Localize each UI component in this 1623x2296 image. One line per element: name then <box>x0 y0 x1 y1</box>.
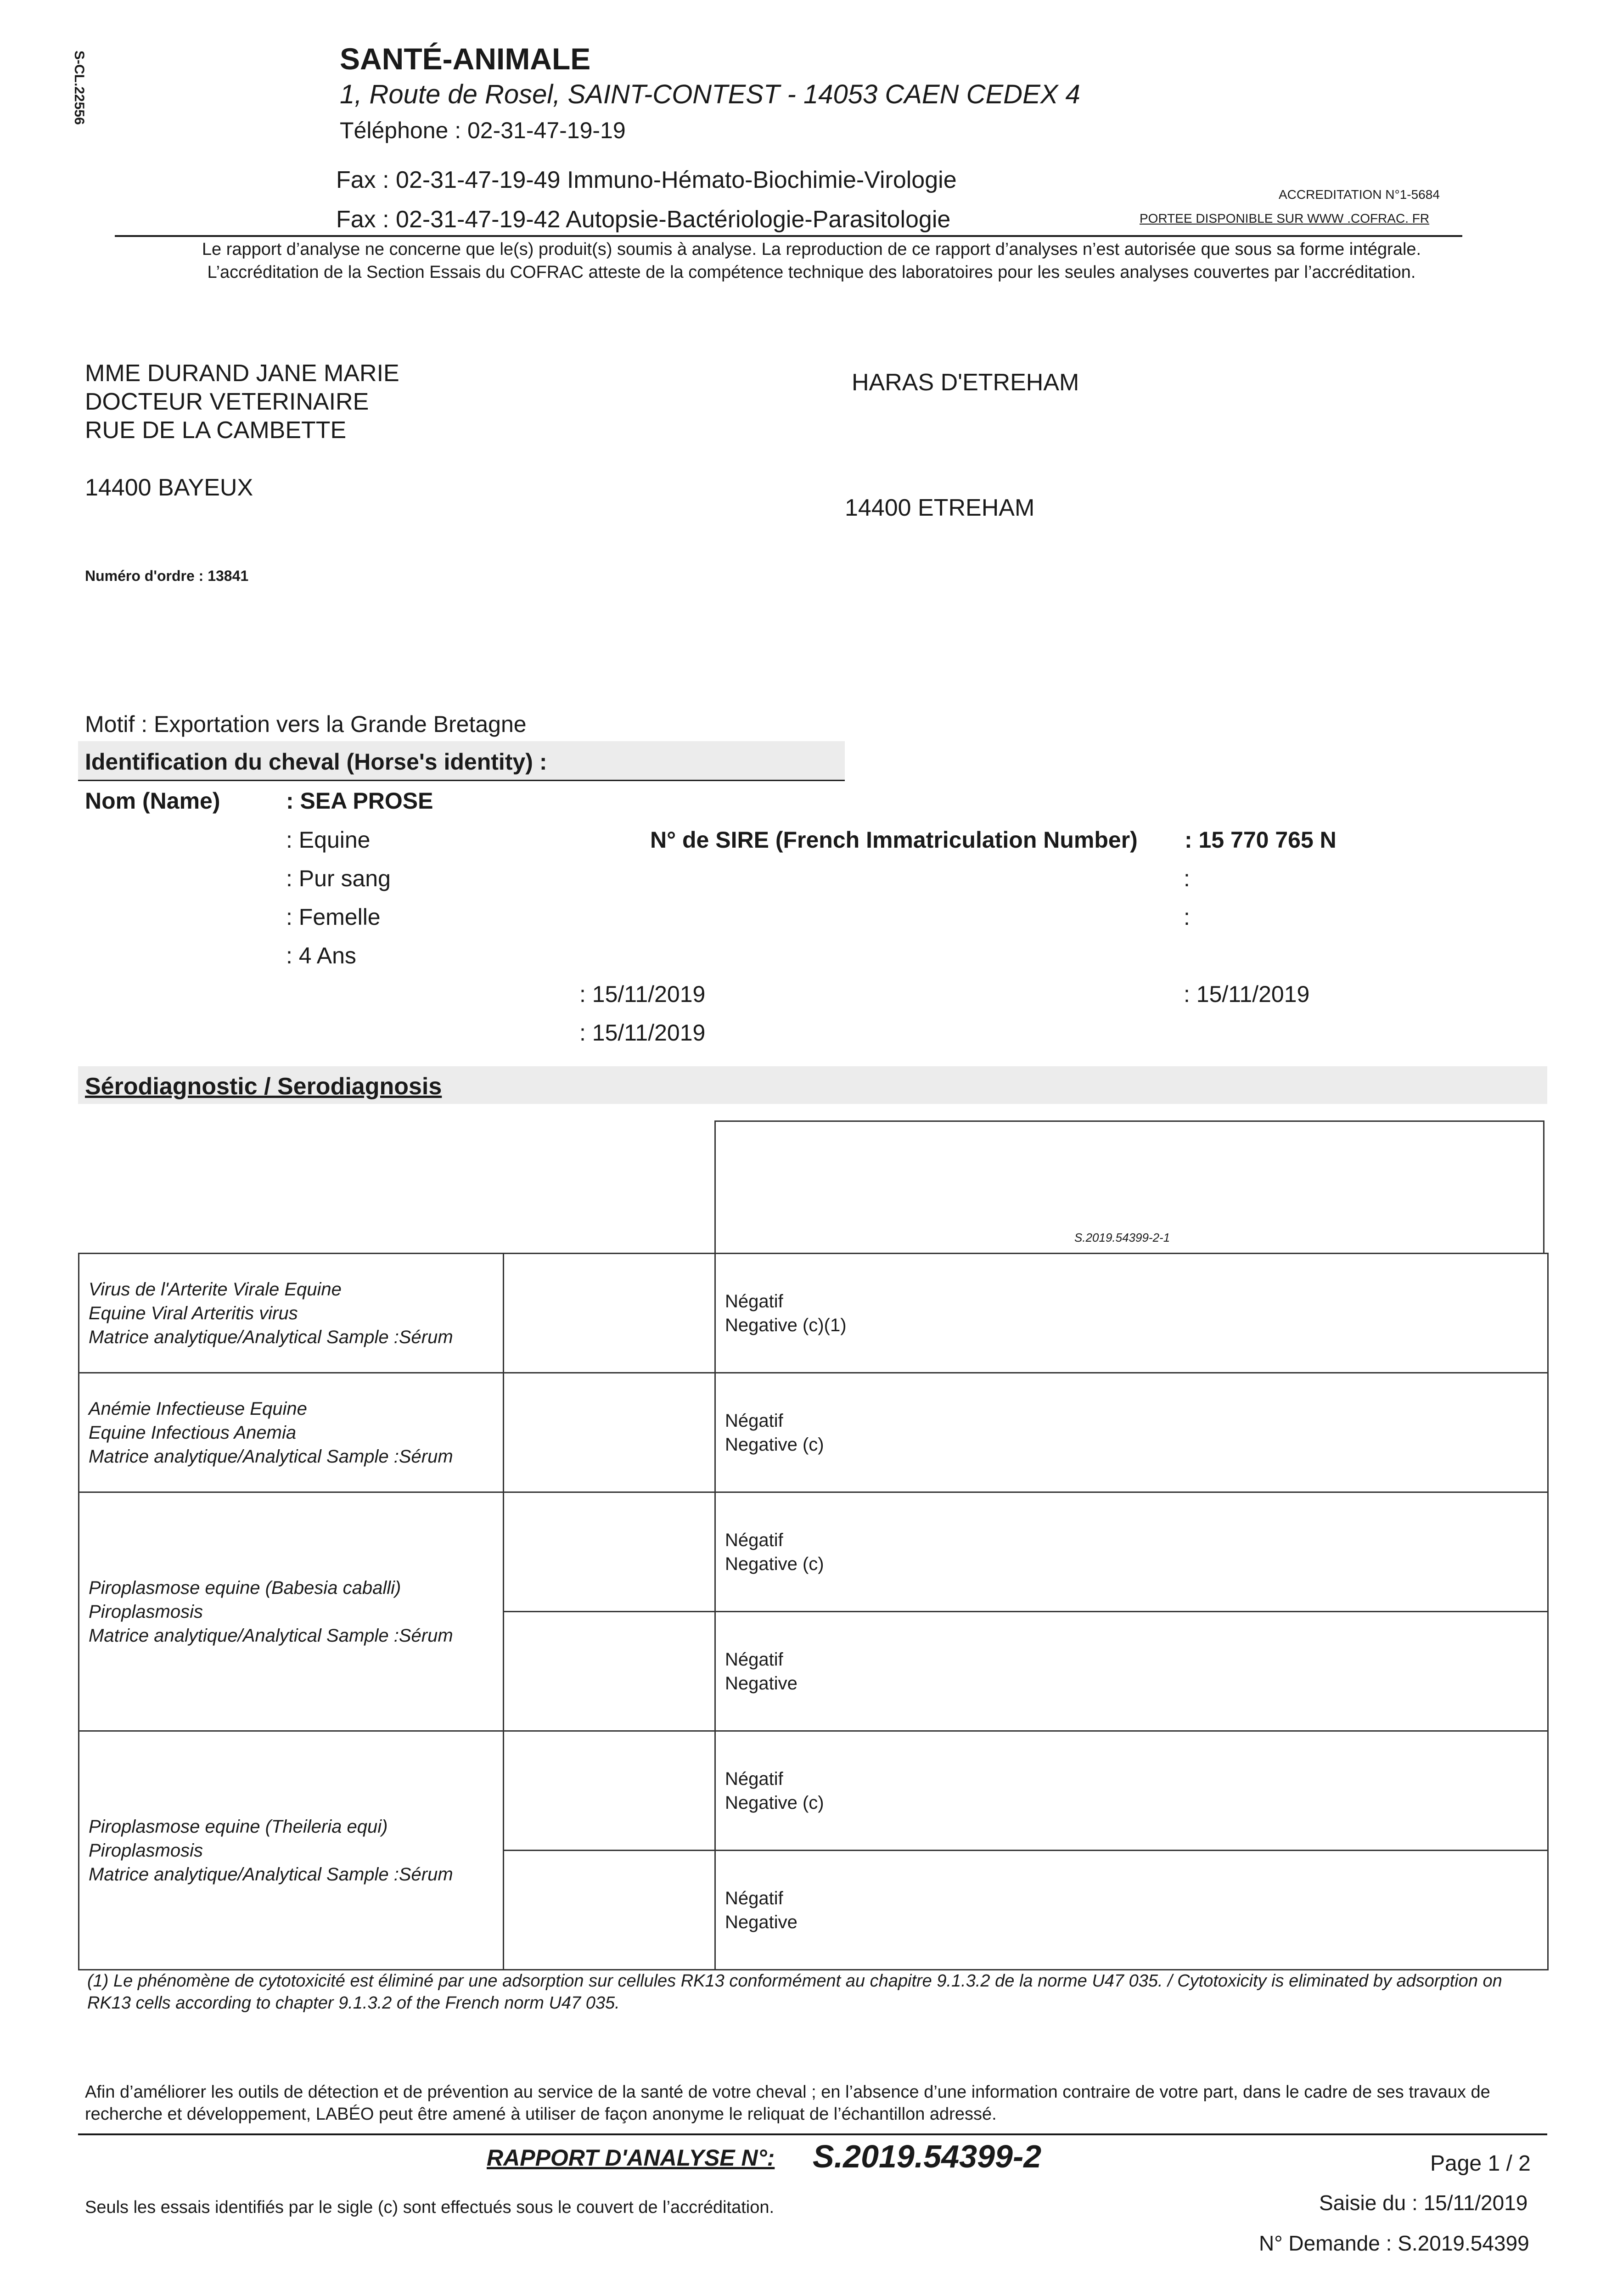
analyte-line: Piroplasmosis <box>89 1601 203 1622</box>
saisie-date: Saisie du : 15/11/2019 <box>1319 2191 1528 2215</box>
right-colon-1: : <box>1184 866 1190 891</box>
demande-number: N° Demande : S.2019.54399 <box>1259 2231 1529 2255</box>
result-cell <box>715 1731 1548 1851</box>
footer-divider <box>78 2133 1547 2135</box>
recipient-title: DOCTEUR VETERINAIRE <box>85 388 369 415</box>
analyte-line: Matrice analytique/Analytical Sample :Sérum <box>89 1864 453 1885</box>
result-fr: Négatif <box>725 1530 783 1550</box>
table-row <box>79 1254 1548 1373</box>
analyte-line: Matrice analytique/Analytical Sample :Sérum <box>89 1446 453 1467</box>
analyte-line: Piroplasmosis <box>89 1840 203 1861</box>
analyte-line: Equine Infectious Anemia <box>89 1422 297 1443</box>
method-cell <box>504 1492 715 1612</box>
table-row <box>79 1492 1548 1612</box>
date-right: : 15/11/2019 <box>1184 981 1310 1007</box>
disclaimer-line-2: L’accréditation de la Section Essais du COFRAC atteste de la compétence technique des laboratoires pour les seules analyses couvertes par l’accréditation. <box>207 263 1416 282</box>
analyte-cell <box>79 1254 504 1373</box>
accreditation-scope-link: PORTEE DISPONIBLE SUR WWW .COFRAC. FR <box>1140 211 1430 225</box>
info-notice: Afin d’améliorer les outils de détection et de prévention au service de la santé de votre cheval ; en l’absence d’une information contraire de votre part, dans le cadre de ses travaux de recherche et développement, LABÉO peut être amené à utiliser de façon anonyme le reliquat de l’échantillon adressé. <box>85 2082 1490 2124</box>
identity-divider <box>78 780 845 781</box>
order-number: Numéro d'ordre : 13841 <box>85 568 249 584</box>
date-mid-2: : 15/11/2019 <box>579 1020 706 1046</box>
result-fr: Négatif <box>725 1291 783 1311</box>
method-cell <box>504 1373 715 1492</box>
method-cell <box>504 1731 715 1851</box>
result-cell <box>715 1373 1548 1492</box>
result-en: Negative (c)(1) <box>725 1315 847 1335</box>
result-en: Negative (c) <box>725 1553 824 1574</box>
page-indicator: Page 1 / 2 <box>1430 2151 1531 2176</box>
recipient-street: RUE DE LA CAMBETTE <box>85 417 347 444</box>
date-mid-1: : 15/11/2019 <box>579 981 706 1007</box>
analyte-line: Equine Viral Arteritis virus <box>89 1303 298 1323</box>
result-cell <box>715 1492 1548 1612</box>
disclaimer-line-1: Le rapport d’analyse ne concerne que le(s) produit(s) soumis à analyse. La reproduction de ce rapport d’analyses n’est autorisée que sous sa forme intégrale. <box>202 240 1421 259</box>
footnote: (1) Le phénomène de cytotoxicité est éliminé par une adsorption sur cellules RK13 conformément au chapitre 9.1.3.2 de la norme U47 035. / Cytotoxicity is eliminated by adsorption on RK13 cells according to chapter 9.1.3.2 of the French norm U47 035. <box>87 1971 1502 2013</box>
identity-section-title: Identification du cheval (Horse's identity) : <box>85 749 547 775</box>
horse-age: : 4 Ans <box>286 943 356 968</box>
lab-name: SANTÉ-ANIMALE <box>340 42 591 76</box>
lab-fax-2: Fax : 02-31-47-19-42 Autopsie-Bactériologie-Parasitologie <box>336 206 951 233</box>
analyte-line: Virus de l'Arterite Virale Equine <box>89 1279 342 1300</box>
right-colon-2: : <box>1184 904 1190 930</box>
result-fr: Négatif <box>725 1410 783 1431</box>
sample-code: S.2019.54399-2-1 <box>1074 1231 1170 1244</box>
method-cell <box>504 1851 715 1970</box>
table-row <box>79 1373 1548 1492</box>
accreditation-note: Seuls les essais identifiés par le sigle (c) sont effectués sous le couvert de l’accréditation. <box>85 2198 775 2217</box>
result-fr: Négatif <box>725 1649 783 1670</box>
owner-name: HARAS D'ETREHAM <box>852 369 1079 396</box>
horse-species: : Equine <box>286 827 371 853</box>
horse-name-label: Nom (Name) <box>85 788 220 814</box>
motif: Motif : Exportation vers la Grande Bretagne <box>85 711 527 737</box>
header-divider <box>115 235 1462 237</box>
analyte-line: Matrice analytique/Analytical Sample :Sérum <box>89 1625 453 1646</box>
accreditation-number: ACCREDITATION N°1-5684 <box>1279 187 1440 202</box>
lab-fax-1: Fax : 02-31-47-19-49 Immuno-Hémato-Biochimie-Virologie <box>336 167 957 193</box>
horse-breed: : Pur sang <box>286 866 391 891</box>
report-label: RAPPORT D'ANALYSE N°: <box>487 2145 775 2171</box>
analyte-line: Piroplasmose equine (Babesia caballi) <box>89 1577 401 1598</box>
owner-city: 14400 ETREHAM <box>845 495 1035 521</box>
lab-address: 1, Route de Rosel, SAINT-CONTEST - 14053 CAEN CEDEX 4 <box>340 79 1080 109</box>
side-reference: S-CL.22556 <box>72 51 87 125</box>
result-cell <box>715 1612 1548 1731</box>
result-en: Negative (c) <box>725 1434 824 1455</box>
analyte-cell <box>79 1731 504 1970</box>
horse-sex: : Femelle <box>286 904 381 930</box>
recipient-city: 14400 BAYEUX <box>85 474 253 501</box>
result-fr: Négatif <box>725 1768 783 1789</box>
result-cell <box>715 1851 1548 1970</box>
result-en: Negative <box>725 1912 797 1932</box>
result-cell <box>715 1254 1548 1373</box>
result-fr: Négatif <box>725 1888 783 1908</box>
table-row <box>79 1731 1548 1851</box>
sire-value: : 15 770 765 N <box>1185 827 1337 853</box>
result-en: Negative <box>725 1673 797 1694</box>
serodiagnostic-title: Sérodiagnostic / Serodiagnosis <box>85 1073 442 1100</box>
lab-phone: Téléphone : 02-31-47-19-19 <box>340 118 626 143</box>
method-cell <box>504 1254 715 1373</box>
analyte-line: Piroplasmose equine (Theileria equi) <box>89 1816 388 1837</box>
report-number: S.2019.54399-2 <box>813 2138 1042 2174</box>
method-cell <box>504 1612 715 1731</box>
sire-label: N° de SIRE (French Immatriculation Number) <box>650 827 1138 853</box>
recipient-name: MME DURAND JANE MARIE <box>85 360 399 387</box>
analyte-line: Anémie Infectieuse Equine <box>89 1398 307 1419</box>
result-en: Negative (c) <box>725 1792 824 1813</box>
analyte-cell <box>79 1492 504 1731</box>
horse-name-value: : SEA PROSE <box>286 788 433 814</box>
analyte-line: Matrice analytique/Analytical Sample :Sérum <box>89 1327 453 1347</box>
analyte-cell <box>79 1373 504 1492</box>
results-table <box>78 1253 1549 1970</box>
